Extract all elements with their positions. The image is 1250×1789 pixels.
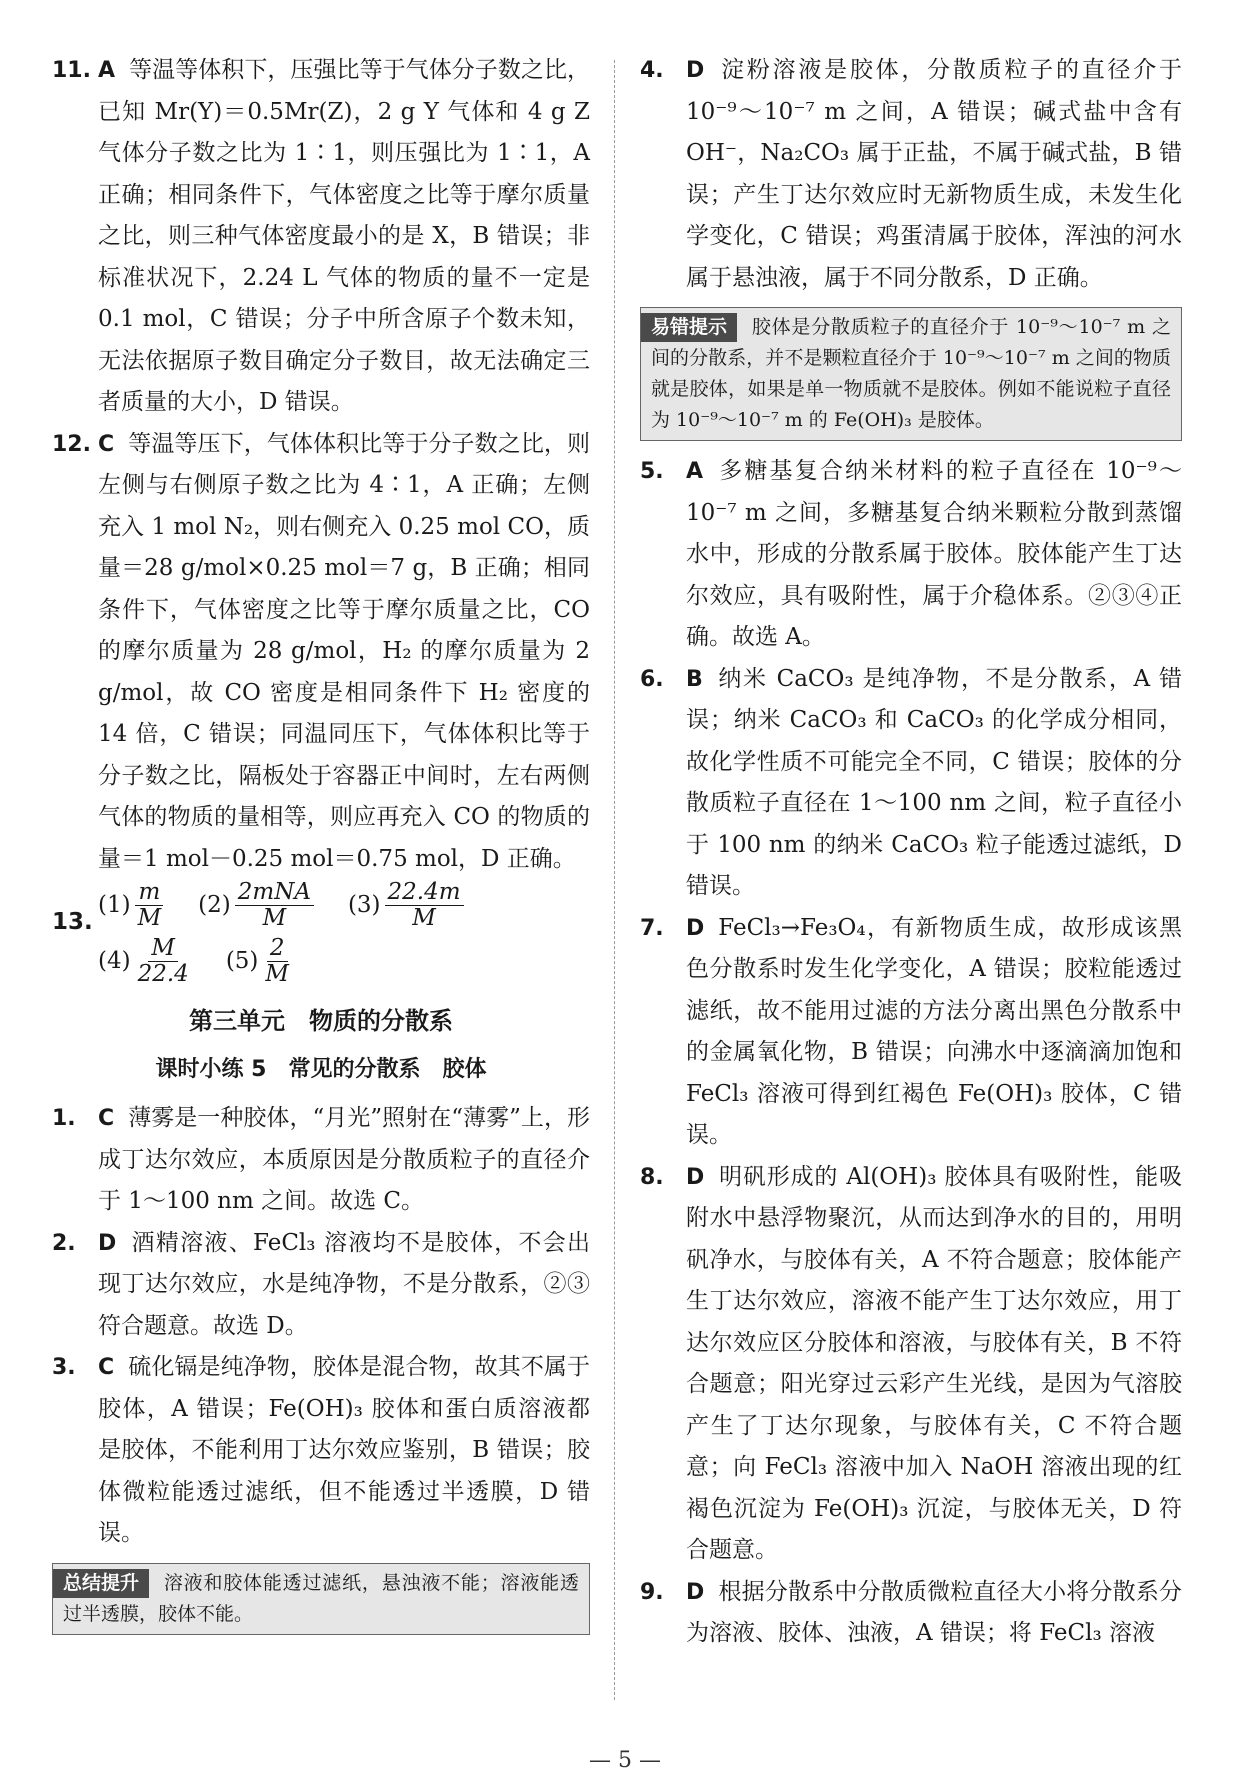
denominator: M	[412, 905, 436, 932]
part-label: (1)	[98, 892, 131, 919]
denominator: 22.4	[137, 960, 189, 987]
answer-item-3	[52, 1347, 590, 1555]
answer-item-2	[52, 1223, 590, 1348]
item-answer: B	[686, 666, 703, 692]
column-divider	[614, 60, 615, 1700]
item-number: 7.	[640, 915, 664, 941]
formula-part-1	[98, 880, 168, 932]
answer-item-11	[52, 50, 590, 424]
numerator: 2mNA	[235, 880, 314, 906]
fraction	[135, 936, 192, 988]
item-number: 9.	[640, 1579, 664, 1605]
answer-item-7	[640, 908, 1182, 1157]
item-answer: C	[98, 1355, 115, 1381]
item-answer: D	[686, 1164, 705, 1190]
mistake-tip-box	[640, 307, 1182, 441]
item-number: 5.	[640, 459, 664, 484]
left-column	[52, 50, 590, 1645]
item-answer: C	[98, 1106, 115, 1132]
answer-item-13	[52, 880, 590, 987]
item-explanation: 明矾形成的 Al(OH)₃ 胶体具有吸附性，能吸附水中悬浮物聚沉，从而达到净水的目的，用明矾净水，与胶体有关，A 不符合题意；胶体能产生丁达尔效应，溶液不能产生丁达尔效应，用丁达尔效应区分胶体和溶液，与胶体有关，B 不符合题意；阳光穿过云彩产生光线，是因为气溶胶产生了丁达尔现象，与胶体有关，C 不符合题意；向 FeCl₃ 溶液中加入 NaOH 溶液出现的红褐色沉淀为 Fe(OH)₃ 沉淀，与胶体无关，D 符合题意。	[686, 1163, 1182, 1563]
item-number: 2.	[52, 1230, 76, 1256]
right-column	[640, 50, 1182, 1655]
denominator: M	[137, 905, 162, 932]
item-explanation: 等温等压下，气体体积比等于分子数之比，则左侧与右侧原子数之比为 4∶1，A 正确；左侧充入 1 mol N₂，则右侧充入 0.25 mol CO，质量＝28 g/mol×0.25 mol＝7 g，B 正确；相同条件下，气体密度之比等于摩尔质量之比，CO 的摩尔质量为 28 g/mol，H₂ 的摩尔质量为 2 g/mol，故 CO 密度是相同条件下 H₂ 密度的 14 倍，C 错误；同温同压下，气体体积比等于分子数之比，隔板处于容器正中间时，左右两侧气体的物质的量相等，则应再充入 CO 的物质的量＝1 mol－0.25 mol＝0.75 mol，D 正确。	[98, 430, 590, 872]
item-answer: D	[686, 915, 705, 941]
item-answer: C	[98, 431, 115, 457]
item-explanation: 淀粉溶液是胶体，分散质粒子的直径介于 10⁻⁹～10⁻⁷ m 之间，A 错误；碱式盐中含有 OH⁻，Na₂CO₃ 属于正盐，不属于碱式盐，B 错误；产生丁达尔效应时无新物质生成，未发生化学变化，C 错误；鸡蛋清属于胶体，浑浊的河水属于悬浊液，属于不同分散系，D 正确。	[686, 57, 1182, 291]
summary-text: 溶液和胶体能透过滤纸，悬浊液不能；溶液能透过半透膜，胶体不能。	[63, 1571, 579, 1625]
part-label: (2)	[198, 892, 231, 919]
part-label: (3)	[347, 892, 381, 919]
item-explanation: 纳米 CaCO₃ 是纯净物，不是分散系，A 错误；纳米 CaCO₃ 和 CaCO₃ 的化学成分相同，故化学性质不可能完全不同，C 错误；胶体的分散质粒子直径在 1～100 nm 之间，粒子直径小于 100 nm 的纳米 CaCO₃ 粒子能透过滤纸，D 错误。	[686, 665, 1182, 899]
item-number: 6.	[640, 666, 664, 692]
summary-label: 总结提升	[53, 1569, 149, 1598]
numerator: m	[135, 880, 163, 906]
item-number: 12.	[52, 431, 91, 457]
item-number: 4.	[640, 58, 664, 83]
numerator: 22.4m	[385, 880, 464, 906]
item-explanation: 根据分散系中分散质微粒直径大小将分散系分为溶液、胶体、浊液，A 错误；将 FeCl₃ 溶液	[686, 1578, 1182, 1646]
item-explanation: 酒精溶液、FeCl₃ 溶液均不是胶体，不会出现丁达尔效应，水是纯净物，不是分散系，②③符合题意。故选 D。	[98, 1229, 590, 1339]
formula-part-4	[98, 936, 196, 988]
page-number: — 5 —	[589, 1748, 661, 1773]
item-explanation: 等温等体积下，压强比等于气体分子数之比，已知 Mr(Y)＝0.5Mr(Z)，2 g Y 气体和 4 g Z 气体分子数之比为 1∶1，则压强比为 1∶1，A 正确；相同条件下，气体密度之比等于摩尔质量之比，则三种气体密度最小的是 X，B 错误；非标准状况下，2.24 L 气体的物质的量不一定是 0.1 mol，C 错误；分子中所含原子个数未知，无法依据原子数目确定分子数目，故无法确定三者质量的大小，D 错误。	[98, 57, 590, 415]
fraction	[235, 880, 314, 932]
answer-item-8	[640, 1157, 1182, 1572]
item-answer: D	[686, 58, 705, 83]
item-answer: D	[98, 1230, 117, 1256]
formula-part-3	[348, 880, 468, 932]
formula-part-5	[226, 936, 296, 988]
part-label: (4)	[98, 947, 131, 974]
item-number: 13.	[52, 909, 93, 935]
answer-item-6	[640, 659, 1182, 908]
fraction	[385, 880, 464, 932]
item-explanation: 硫化镉是纯净物，胶体是混合物，故其不属于胶体，A 错误；Fe(OH)₃ 胶体和蛋白质溶液都是胶体，不能利用丁达尔效应鉴别，B 错误；胶体微粒能透过滤纸，但不能透过半透膜，D 错误。	[98, 1354, 590, 1547]
denominator: M	[265, 960, 289, 987]
item-number: 11.	[52, 58, 91, 83]
denominator: M	[262, 905, 287, 932]
tip-text: 胶体是分散质粒子的直径介于 10⁻⁹～10⁻⁷ m 之间的分散系，并不是颗粒直径介于 10⁻⁹～10⁻⁷ m 之间的物质就是胶体，如果是单一物质就不是胶体。例如不能说粒子直径为 10⁻⁹～10⁻⁷ m 的 Fe(OH)₃ 是胶体。	[651, 316, 1171, 431]
numerator: 2	[267, 936, 288, 962]
answer-item-1	[52, 1098, 590, 1223]
item-answer: D	[686, 1579, 705, 1605]
item-number: 8.	[640, 1164, 664, 1190]
item-explanation: 多糖基复合纳米材料的粒子直径在 10⁻⁹～10⁻⁷ m 之间，多糖基复合纳米颗粒分散到蒸馏水中，形成的分散系属于胶体。胶体能产生丁达尔效应，具有吸附性，属于介稳体系。②③④正确。故选 A。	[686, 458, 1182, 650]
lesson-title: 课时小练 5 常见的分散系 胶体	[155, 1056, 487, 1082]
answer-item-5	[640, 451, 1182, 659]
formula-part-2	[198, 880, 318, 932]
tip-label: 易错提示	[641, 313, 737, 342]
unit-title: 第三单元 物质的分散系	[189, 1007, 453, 1036]
numerator: M	[148, 936, 178, 962]
summary-box	[52, 1563, 590, 1635]
part-label: (5)	[225, 947, 259, 974]
item-number: 3.	[52, 1355, 76, 1381]
answer-item-12	[52, 424, 590, 881]
fraction	[135, 880, 165, 932]
item-explanation: 薄雾是一种胶体，“月光”照射在“薄雾”上，形成丁达尔效应，本质原因是分散质粒子的直径介于 1～100 nm 之间。故选 C。	[98, 1105, 590, 1215]
answer-item-9	[640, 1572, 1182, 1655]
answer-item-4	[640, 50, 1182, 299]
item-answer: A	[686, 459, 704, 484]
item-answer: A	[98, 58, 116, 83]
fraction	[262, 936, 292, 988]
item-explanation: FeCl₃→Fe₃O₄，有新物质生成，故形成该黑色分散系时发生化学变化，A 错误；胶粒能透过滤纸，故不能用过滤的方法分离出黑色分散系中的金属氧化物，B 错误；向沸水中逐滴滴加饱和 FeCl₃ 溶液可得到红褐色 Fe(OH)₃ 胶体，C 错误。	[686, 914, 1182, 1148]
item-number: 1.	[52, 1106, 76, 1132]
